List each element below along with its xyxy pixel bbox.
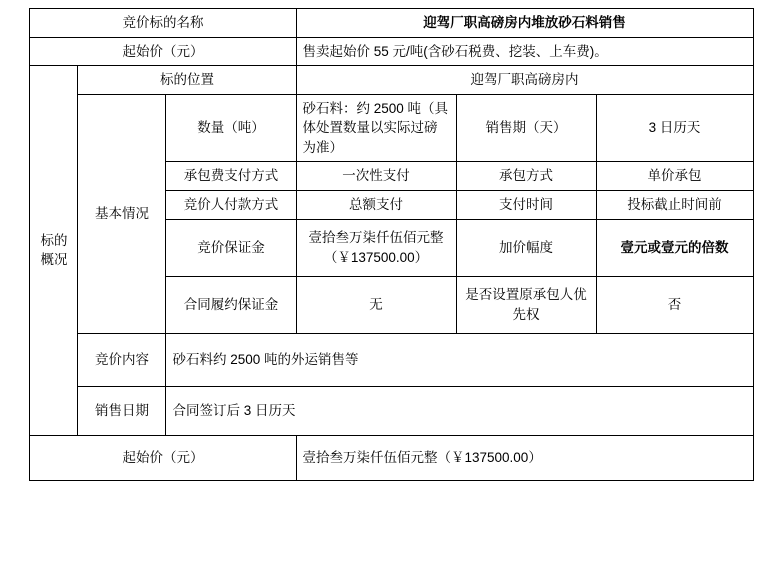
quantity-label: 数量（吨） <box>166 94 296 162</box>
contract-fee-label: 承包费支付方式 <box>166 162 296 191</box>
priority-label: 是否设置原承包人优先权 <box>456 276 596 333</box>
start-price-label-top: 起始价（元） <box>30 37 296 66</box>
contract-fee-value: 一次性支付 <box>296 162 456 191</box>
increment-label: 加价幅度 <box>456 219 596 276</box>
sale-date-label: 销售日期 <box>78 386 166 435</box>
payment-time-value: 投标截止时间前 <box>596 190 753 219</box>
deposit-value: 壹拾叁万柒仟伍佰元整（￥137500.00） <box>296 219 456 276</box>
start-price-label-bottom: 起始价（元） <box>30 435 296 480</box>
performance-deposit-label: 合同履约保证金 <box>166 276 296 333</box>
deposit-label: 竞价保证金 <box>166 219 296 276</box>
bidding-details-table <box>29 8 753 481</box>
bidder-payment-value: 总额支付 <box>296 190 456 219</box>
table-row <box>30 435 753 480</box>
table-row <box>30 333 753 386</box>
priority-value: 否 <box>596 276 753 333</box>
sale-period-label: 销售期（天） <box>456 94 596 162</box>
quantity-value: 砂石料：约 2500 吨（具体处置数量以实际过磅为准） <box>296 94 456 162</box>
sale-period-value: 3 日历天 <box>596 94 753 162</box>
table-row <box>30 94 753 162</box>
table-row <box>30 9 753 38</box>
performance-deposit-value: 无 <box>296 276 456 333</box>
payment-time-label: 支付时间 <box>456 190 596 219</box>
content-label: 竞价内容 <box>78 333 166 386</box>
contract-mode-value: 单价承包 <box>596 162 753 191</box>
table-row <box>30 386 753 435</box>
content-value: 砂石料约 2500 吨的外运销售等 <box>166 333 753 386</box>
start-price-value-bottom: 壹拾叁万柒仟伍佰元整（￥137500.00） <box>296 435 753 480</box>
location-value: 迎驾厂职高磅房内 <box>296 66 753 95</box>
table-row <box>30 66 753 95</box>
contract-mode-label: 承包方式 <box>456 162 596 191</box>
title-value: 迎驾厂职高磅房内堆放砂石料销售 <box>296 9 753 38</box>
increment-value: 壹元或壹元的倍数 <box>596 219 753 276</box>
title-label: 竞价标的名称 <box>30 9 296 38</box>
location-label: 标的位置 <box>78 66 296 95</box>
bidder-payment-label: 竞价人付款方式 <box>166 190 296 219</box>
overview-label: 标的概况 <box>30 66 78 435</box>
sale-date-value: 合同签订后 3 日历天 <box>166 386 753 435</box>
start-price-value-top: 售卖起始价 55 元/吨(含砂石税费、挖装、上车费)。 <box>296 37 753 66</box>
table-row <box>30 37 753 66</box>
basic-label: 基本情况 <box>78 94 166 333</box>
